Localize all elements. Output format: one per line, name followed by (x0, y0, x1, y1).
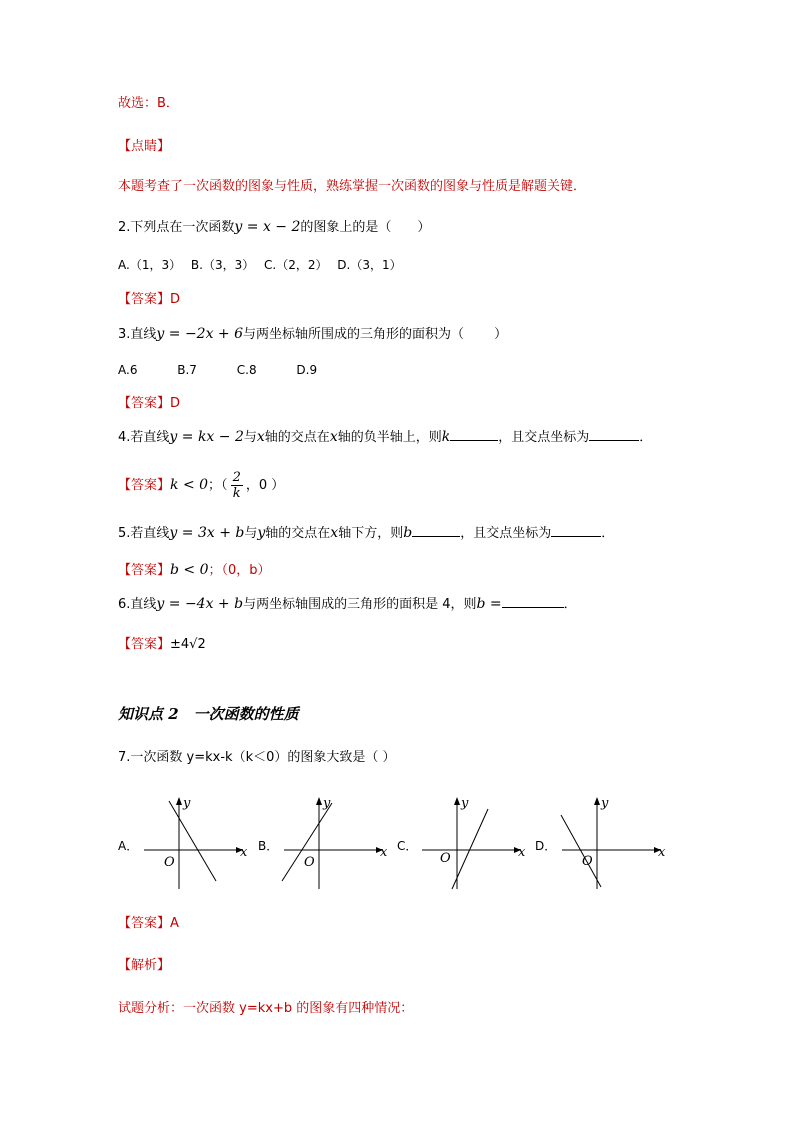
answer-blank (412, 524, 460, 537)
fraction-2-over-k: $\frac{2}{k}$ (232, 470, 241, 501)
jiexi-title: 【解析】 (118, 958, 171, 973)
answer-blank (589, 428, 639, 441)
question-6: 6.直线y = −4x + b与两坐标轴围成的三角形的面积是 4，则b = ． (118, 596, 577, 612)
y-axis-label: y (601, 796, 609, 811)
dianjing-body: 本题考查了一次函数的图象与性质，熟练掌握一次函数的图象与性质是解题关键． (118, 179, 587, 194)
origin-label: O (304, 855, 315, 870)
y-axis-arrow (176, 797, 182, 805)
graph-c (418, 795, 536, 895)
graph-b-option: B． (258, 839, 279, 853)
question-7: 7.一次函数 y=kx-k（k＜0）的图象大致是（ ） (118, 750, 396, 765)
q2-equation: y = x − 2 (234, 219, 301, 235)
function-line (561, 815, 601, 887)
y-axis-label: y (183, 796, 191, 811)
origin-label: O (582, 854, 593, 869)
q6-answer: 【答案】±4√2 (118, 637, 206, 652)
dianjing-title: 【点睛】 (118, 139, 171, 154)
question-2: 2.下列点在一次函数y = x − 2的图象上的是（ ） (118, 219, 431, 235)
origin-label: O (164, 855, 175, 870)
question-5: 5.若直线y = 3x + b与y轴的交点在x轴下方，则b ，且交点坐标为 ． (118, 525, 615, 541)
q2-options: A.（1，3） B.（3，3） C.（2，2） D.（3，1） (118, 258, 402, 272)
y-axis-arrow (316, 797, 322, 805)
graph-d-option: D． (535, 839, 557, 853)
graph-c-option: C． (397, 839, 418, 853)
x-axis-label: x (380, 845, 388, 860)
q5-answer: 【答案】b < 0；（0，b） (118, 562, 271, 578)
question-4: 4.若直线y = kx − 2与x轴的交点在x轴的负半轴上，则k ，且交点坐标为 ． (118, 429, 653, 445)
graph-a-option: A． (118, 839, 139, 853)
function-line (169, 801, 216, 881)
y-axis-label: y (323, 796, 331, 811)
y-axis-arrow (594, 797, 600, 805)
x-axis-label: x (658, 845, 666, 860)
gu-xuan-line: 故选：B． (118, 96, 179, 111)
question-3: 3.直线y = −2x + 6与两坐标轴所围成的三角形的面积为（ ） (118, 326, 508, 342)
analysis-line: 试题分析：一次函数 y=kx+b 的图象有四种情况： (118, 1001, 414, 1016)
graph-a (140, 795, 258, 895)
graph-b (280, 795, 398, 895)
x-axis-label: x (240, 845, 248, 860)
origin-label: O (440, 851, 451, 866)
y-axis-label: y (461, 796, 469, 811)
y-axis-arrow (454, 797, 460, 805)
q3-options: A.6 B.7 C.8 D.9 (118, 363, 318, 377)
q2-answer: 【答案】D (118, 292, 181, 307)
answer-blank (551, 524, 601, 537)
answer-blank (502, 595, 564, 608)
q3-equation: y = −2x + 6 (156, 326, 244, 342)
q4-answer: 【答案】k < 0；（ $\frac{2}{k}$ ，0 ） (118, 470, 285, 501)
section-title: 知识点 2 一次函数的性质 (118, 705, 299, 723)
q3-answer: 【答案】D (118, 396, 181, 411)
graph-d (558, 795, 676, 895)
answer-blank (450, 428, 498, 441)
x-axis-label: x (518, 845, 526, 860)
q7-answer: 【答案】A (118, 916, 179, 931)
